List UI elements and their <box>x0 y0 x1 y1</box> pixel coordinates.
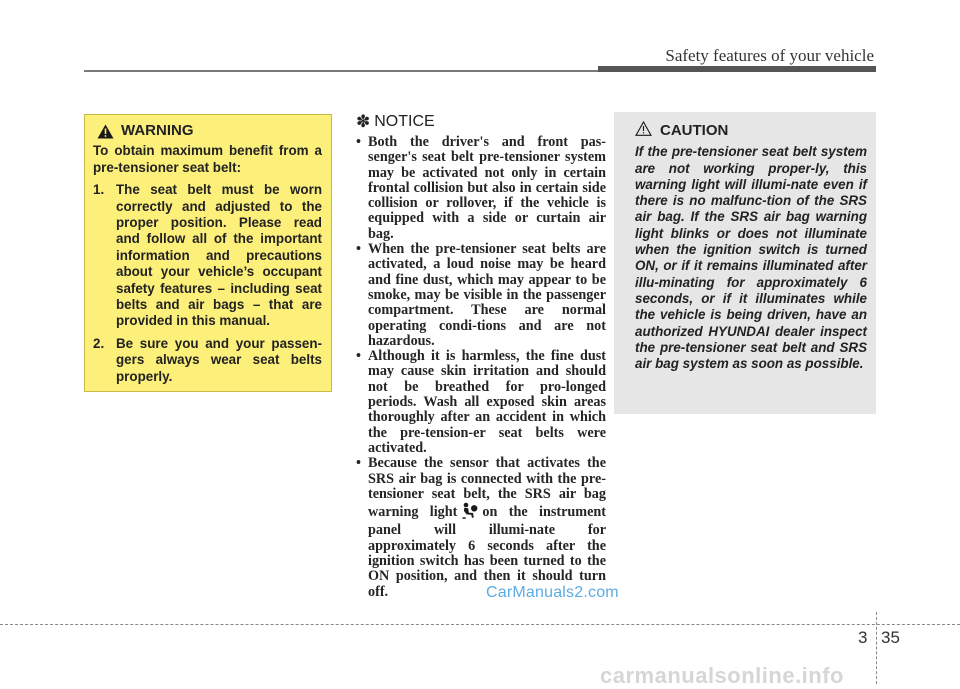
caution-triangle-icon <box>635 121 652 140</box>
bullet: • <box>356 134 361 150</box>
footer-rule <box>0 624 960 625</box>
notice-item-text: Although it is harmless, the fine dust may cause skin irritation and should not be breathed for pro-longed periods. Wash all exposed skin areas thoroughly after an accident in which the pre-tension-er seat belts were activated. <box>368 348 606 456</box>
warning-item-number: 2. <box>93 335 105 351</box>
notice-item <box>356 456 606 600</box>
bullet: • <box>356 455 361 472</box>
warning-item-text: The seat belt must be worn correctly and adjusted to the proper position. Please read and follow all of the important information and precautions about your vehicle’s occupant safety features – including seat belts and air bags – that are provided in this manual. <box>116 182 322 329</box>
watermark-top: CarManuals2.com <box>486 584 619 601</box>
warning-item <box>93 182 322 330</box>
notice-section <box>356 112 606 600</box>
caution-box <box>614 112 876 414</box>
bullet: • <box>356 241 361 258</box>
warning-heading <box>97 123 322 139</box>
page-number: 35 <box>881 628 900 647</box>
page-divider <box>876 612 877 684</box>
notice-item-text: When the pre-tensioner seat belts are activated, a loud noise may be heard and fine dust, which may appear to be smoke, may be visible in the passenger compartment. These are normal operating condi-tions and are not hazardous. <box>368 241 606 349</box>
bullet: • <box>356 348 361 365</box>
section-title: Safety features of your vehicle <box>665 46 874 65</box>
warning-item <box>93 336 322 385</box>
notice-heading <box>356 112 606 132</box>
warning-intro: To obtain maximum benefit from a pre-tensioner seat belt: <box>93 143 322 175</box>
caution-text: If the pre-tensioner seat belt system are not working proper-ly, this warning light will illumi-nate even if there is no malfunc-tion of the SRS air bag. If the SRS air bag warning light blinks or does not illuminate when the ignition switch is turned ON, or if it remains illuminated after illu-minating for approximately 6 seconds, or if it illuminates while the vehicle is being driven, have an authorized HYUNDAI dealer inspect the pre-tensioner seat belt and SRS air bag system as soon as possible. <box>635 144 867 372</box>
notice-item <box>356 242 606 349</box>
notice-item <box>356 135 606 242</box>
notice-item-text-after: on the instrument panel will illumi-nate for approximately 6 seconds after the ignition switch has been turned to the ON position, and then it should turn off. <box>368 504 606 600</box>
warning-box <box>84 114 332 392</box>
notice-list <box>356 135 606 600</box>
caution-heading <box>635 121 867 140</box>
warning-title: WARNING <box>121 122 194 139</box>
caution-title: CAUTION <box>660 121 729 139</box>
airbag-warning-light-icon <box>461 502 478 523</box>
warning-list <box>93 182 322 385</box>
notice-star-icon: ✽ <box>356 112 371 131</box>
watermark-bottom: carmanualsonline.info <box>600 663 844 688</box>
notice-item-text-before: Because the sensor that activates the SRS air bag is connected with the pre-tensioner seat belt, the SRS air bag warning light <box>368 455 606 521</box>
notice-title: NOTICE <box>374 113 435 130</box>
notice-item <box>356 349 606 456</box>
warning-item-number: 1. <box>93 182 105 198</box>
warning-item-text: Be sure you and your passen-gers always wear seat belts properly. <box>116 335 322 384</box>
chapter-number: 3 <box>858 628 868 647</box>
header-rule-accent <box>598 66 876 72</box>
warning-triangle-icon <box>97 124 114 139</box>
notice-item-text: Both the driver's and front pas-senger's seat belt pre-tensioner system may be activated not only in certain frontal collision but also in certain side collision or rollover, if the vehicle is equipped with a side or curtain air bag. <box>368 134 606 242</box>
